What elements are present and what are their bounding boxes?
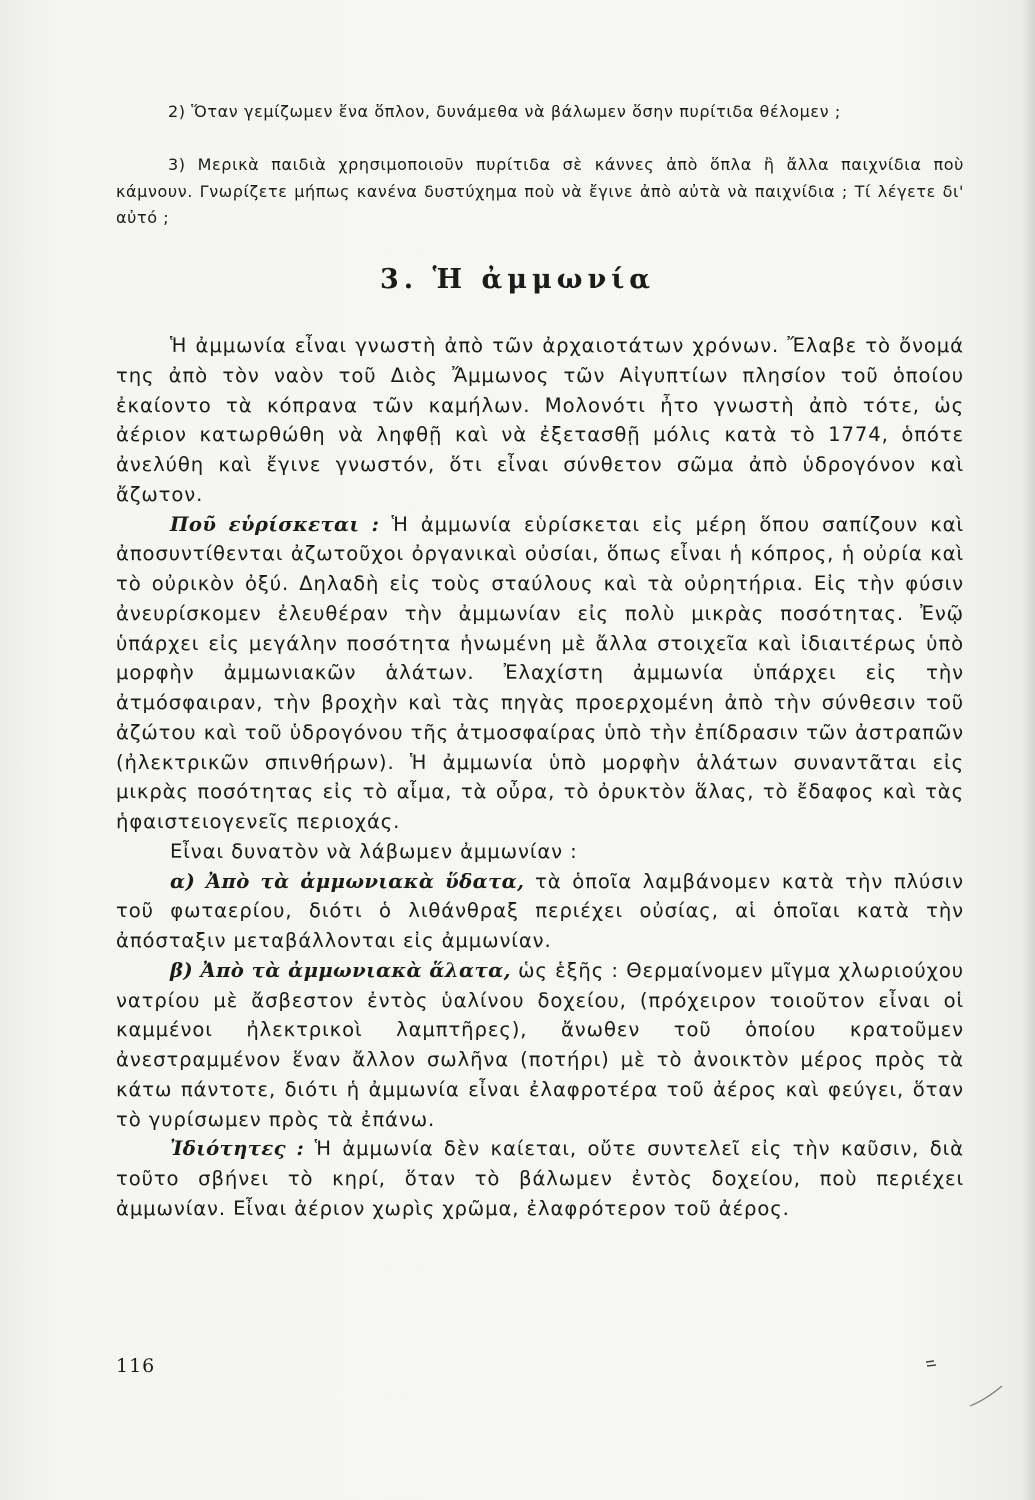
paragraph-text: τὰ ὁποῖα λαμβάνομεν κατὰ τὴν πλύσιν τοῦ φωταερίου, διότι ὁ λιθάνθραξ περιέχει οὐσίας, αἱ ὁποῖαι κατὰ τὴν ἀπόσταξιν μεταβάλλονται εἰς ἀμμωνίαν.: [116, 869, 964, 952]
paragraph-method-b: [116, 956, 964, 1135]
page-edge-shadow: [1021, 0, 1035, 1500]
paragraph-text: Ἡ ἀμμωνία εἶναι γνωστὴ ἀπὸ τῶν ἀρχαιοτάτων χρόνων. Ἔλαβε τὸ ὄνομά της ἀπὸ τὸν ναὸν τοῦ Διὸς Ἄμμωνος τῶν Αἰγυπτίων πλησίον τοῦ ὁποίου ἐκαίοντο τὰ κόπρανα τῶν καμήλων. Μολονότι ἦτο γνωστὴ ἀπὸ τότε, ὡς ἀέριον κατωρθώθη νὰ ληφθῇ καὶ νὰ ἐξετασθῇ μόλις κατὰ τὸ 1774, ὁπότε ἀνελύθη καὶ ἔγινε γνωστόν, ὅτι εἶναι σύνθετον σῶμα ἀπὸ ὑδρογόνον καὶ ἄζωτον.: [116, 334, 964, 506]
section-number: 3.: [379, 264, 419, 295]
paragraph-occurrence: [116, 510, 964, 837]
section-title: Ἡ ἀμμωνία: [432, 264, 656, 295]
paragraph-intro: [116, 331, 964, 510]
paragraph-method-a: [116, 867, 964, 956]
paragraph-text: ὡς ἑξῆς : Θερμαίνομεν μῖγμα χλωριούχου νατρίου μὲ ἄσβεστον ἐντὸς ὑαλίνου δοχείου, (πρόχειρον τοιοῦτον εἶναι οἱ καμμένοι ἠλεκτρικοὶ λαμπτῆρες), ἄνωθεν τοῦ ὁποίου κρατοῦμεν ἀνεστραμμένον ἕναν ἄλλον σωλῆνα (ποτήρι) μὲ τὸ ἀνοικτὸν μέρος πρὸς τὰ κάτω πάντοτε, διότι ἡ ἀμμωνία εἶναι ἐλαφροτέρα τοῦ ἀέρος καὶ φεύγει, ὅταν τὸ γυρίσωμεν πρὸς τὰ ἐπάνω.: [116, 958, 964, 1131]
print-mark-icon: [925, 1360, 939, 1370]
paragraph-label: β) Ἀπὸ τὰ ἀμμωνιακὰ ἅλατα,: [170, 958, 511, 982]
paragraph-text: Ἡ ἀμμωνία δὲν καίεται, οὔτε συντελεῖ εἰς τὴν καῦσιν, διὰ τοῦτο σβήνει τὸ κηρί, ὅταν τὸ βάλωμεν ἐντὸς δοχείου, ποὺ περιέχει ἀμμωνίαν. Εἶναι ἀέριον χωρὶς χρῶμα, ἐλαφρότερον τοῦ ἀέρος.: [116, 1137, 964, 1220]
question-3: 3) Μερικὰ παιδιὰ χρησιμοποιοῦν πυρίτιδα σὲ κάννες ἀπὸ ὅπλα ἢ ἄλλα παιχνίδια ποὺ κάμνουν. Γνωρίζετε μήπως κανένα δυστύχημα ποὺ νὰ ἔγινε ἀπὸ αὐτὰ νὰ παιχνίδια ; Τί λέγετε δι' αὐτό ;: [116, 155, 964, 227]
paragraph-label: Ποῦ εὑρίσκεται :: [170, 512, 380, 536]
paragraph-text: Εἶναι δυνατὸν νὰ λάβωμεν ἀμμωνίαν :: [170, 839, 578, 863]
paragraph-preparation-intro: [116, 837, 964, 867]
section-heading: [0, 264, 1035, 295]
section-body: [116, 331, 964, 1224]
paragraph-properties: [116, 1134, 964, 1223]
paragraph-label: α) Ἀπὸ τὰ ἀμμωνιακὰ ὕδατα,: [170, 869, 525, 893]
paragraph-label: Ἰδιότητες :: [170, 1137, 305, 1161]
paragraph-text: Ἡ ἀμμωνία εὑρίσκεται εἰς μέρη ὅπου σαπίζουν καὶ ἀποσυντίθενται ἀζωτοῦχοι ὀργανικαὶ οὐσίαι, ὅπως εἶναι ἡ κόπρος, ἡ οὐρία καὶ τὸ οὐρικὸν ὀξύ. Δηλαδὴ εἰς τοὺς σταύλους καὶ τὰ οὐρητήρια. Εἰς τὴν φύσιν ἀνευρίσκομεν ἐλευθέραν τὴν ἀμμωνίαν εἰς πολὺ μικρὰς ποσότητας. Ἐνῷ ὑπάρχει εἰς μεγάλην ποσότητα ἡνωμένη μὲ ἄλλα στοιχεῖα καὶ ἰδιαιτέρως ὑπὸ μορφὴν ἀμμωνιακῶν ἁλάτων. Ἐλαχίστη ἀμμωνία ὑπάρχει εἰς τὴν ἀτμόσφαιραν, τὴν βροχὴν καὶ τὰς πηγὰς προερχομένη ἀπὸ τὴν σύνθεσιν τοῦ ἀζώτου καὶ τοῦ ὑδρογόνου τῆς ἀτμοσφαίρας ὑπὸ τὴν ἐπίδρασιν τῶν ἀστραπῶν (ἠλεκτρικῶν σπινθήρων). Ἡ ἀμμωνία ὑπὸ μορφὴν ἁλάτων συναντᾶται εἰς μικρὰς ποσότητας εἰς τὸ αἷμα, τὰ οὖρα, τὸ ὀρυκτὸν ἅλας, τὸ ἔδαφος καὶ τὰς ἡφαιστειογενεῖς περιοχάς.: [116, 512, 964, 833]
question-2: 2) Ὅταν γεμίζωμεν ἕνα ὅπλον, δυνάμεθα νὰ βάλωμεν ὅσην πυρίτιδα θέλομεν ;: [168, 102, 841, 121]
page-number: 116: [116, 1355, 156, 1377]
pencil-stroke-icon: [968, 1380, 1008, 1410]
